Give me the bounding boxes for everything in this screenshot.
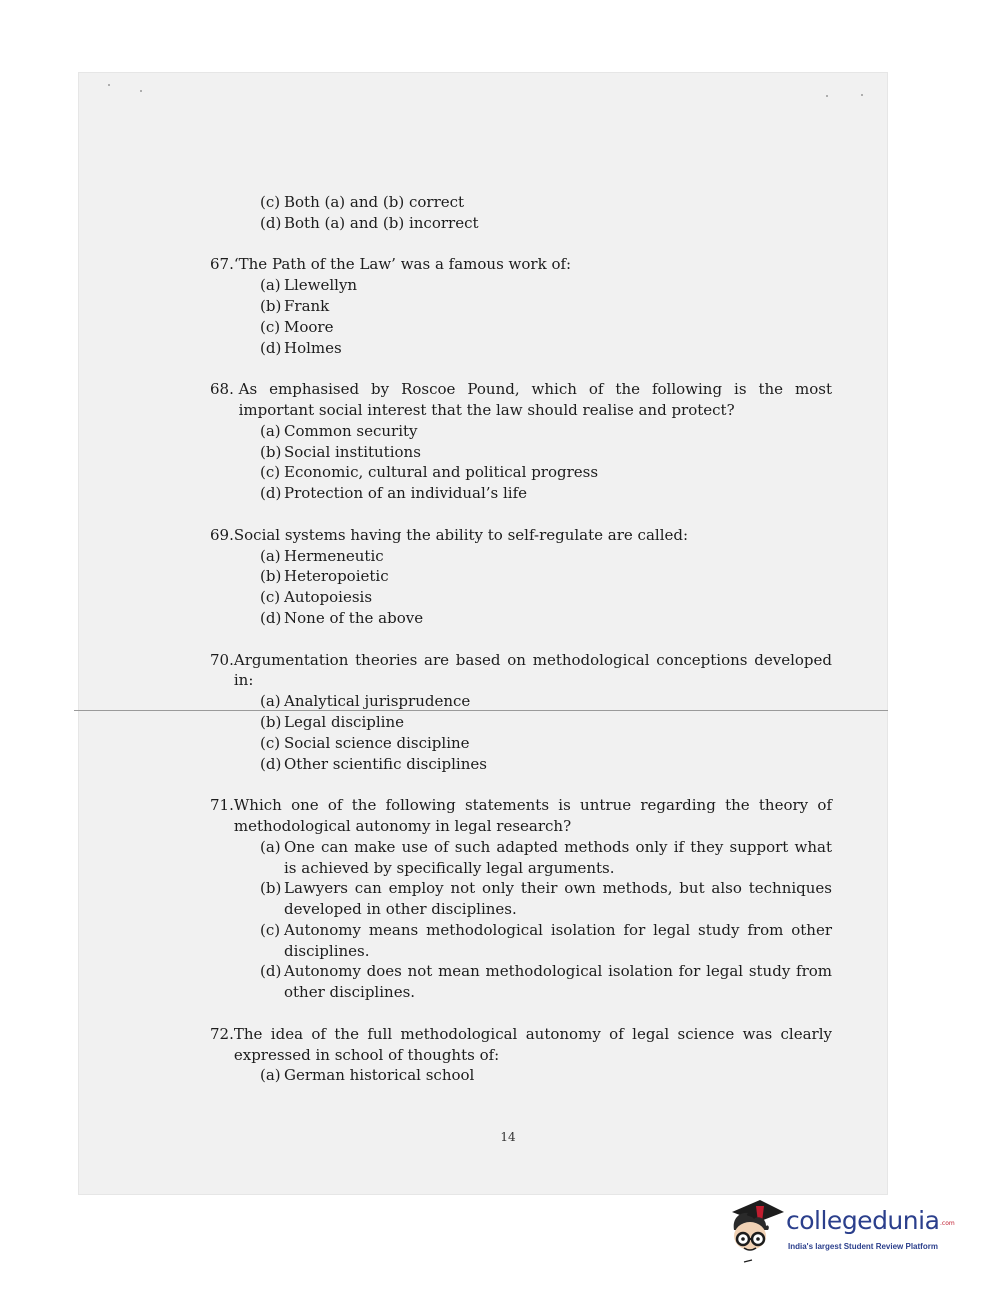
page-number: 14 bbox=[500, 1130, 516, 1144]
question-number: 69. bbox=[210, 525, 234, 544]
question-number: 71. bbox=[210, 796, 234, 815]
collegedunia-logo bbox=[726, 1196, 956, 1268]
option-text: Both (a) and (b) correct bbox=[284, 193, 465, 211]
question-number: 68. bbox=[210, 380, 239, 399]
scan-speck bbox=[140, 90, 142, 92]
option-text: Common security bbox=[284, 421, 418, 440]
option-label: (a) bbox=[260, 692, 281, 711]
answer-options bbox=[210, 275, 832, 358]
option-text: Autopoiesis bbox=[284, 588, 373, 607]
answer-option bbox=[260, 587, 832, 608]
continued-options bbox=[210, 192, 832, 234]
graduate-mascot-icon bbox=[726, 1196, 786, 1264]
option-text: Other scientific disciplines bbox=[284, 754, 487, 773]
answer-option bbox=[260, 213, 832, 234]
option-label: (a) bbox=[260, 421, 281, 440]
option-text: None of the above bbox=[284, 608, 424, 627]
scan-speck bbox=[826, 95, 828, 97]
option-label: (c) bbox=[260, 733, 281, 752]
option-text: Hermeneutic bbox=[284, 546, 384, 565]
question-block bbox=[210, 650, 832, 775]
question-block bbox=[210, 525, 832, 629]
option-label: (c) bbox=[260, 463, 281, 482]
option-label: (a) bbox=[260, 546, 281, 565]
question-number: 72. bbox=[210, 1024, 234, 1043]
answer-option bbox=[260, 338, 832, 359]
question-text: Argumentation theories are based on methodological conceptions developed in: bbox=[233, 650, 832, 690]
question-stem bbox=[210, 650, 832, 692]
option-text: Protection of an individual’s life bbox=[284, 484, 527, 503]
answer-option bbox=[260, 566, 832, 587]
option-label: (d) bbox=[260, 608, 282, 627]
question-block bbox=[210, 254, 832, 358]
answer-option bbox=[260, 442, 832, 463]
answer-option bbox=[260, 421, 832, 442]
logo-domain-suffix: .com bbox=[940, 1220, 955, 1227]
option-text: Holmes bbox=[284, 338, 342, 357]
answer-option bbox=[260, 691, 832, 712]
answer-options bbox=[210, 691, 832, 774]
option-label: (b) bbox=[260, 567, 282, 586]
question-block bbox=[210, 1024, 832, 1086]
question-stem bbox=[210, 525, 832, 546]
option-text: Lawyers can employ not only their own methods, but also techniques developed in other disciplines. bbox=[284, 879, 832, 919]
answer-option bbox=[260, 733, 832, 754]
answer-option bbox=[260, 920, 832, 962]
question-stem bbox=[210, 1024, 832, 1066]
logo-wordmark: collegedunia bbox=[786, 1206, 940, 1235]
question-text: Social systems having the ability to self-regulate are called: bbox=[233, 525, 689, 544]
question-text: As emphasised by Roscoe Pound, which of the following is the most important social interest that the law should realise and protect? bbox=[238, 380, 832, 419]
answer-options bbox=[210, 421, 832, 504]
option-text: Heteropoietic bbox=[284, 567, 389, 586]
option-text: Moore bbox=[284, 317, 334, 336]
answer-option bbox=[260, 961, 832, 1003]
option-text: Autonomy does not mean methodological isolation for legal study from other disciplines. bbox=[284, 962, 832, 1002]
option-text: One can make use of such adapted methods only if they support what is achieved by specifically legal arguments. bbox=[284, 837, 832, 877]
answer-option bbox=[260, 462, 832, 483]
question-number: 70. bbox=[210, 650, 234, 669]
answer-options bbox=[210, 1065, 832, 1086]
answer-options bbox=[210, 837, 832, 1003]
option-text: Social science discipline bbox=[284, 733, 470, 752]
logo-tagline: India's largest Student Review Platform bbox=[788, 1242, 938, 1251]
option-label: (c) bbox=[260, 317, 281, 336]
scan-speck bbox=[861, 94, 863, 96]
answer-option bbox=[260, 608, 832, 629]
question-text: Which one of the following statements is untrue regarding the theory of methodological autonomy in legal research? bbox=[233, 796, 832, 835]
option-text: Llewellyn bbox=[284, 276, 358, 295]
question-block bbox=[210, 795, 832, 1003]
answer-options bbox=[210, 546, 832, 629]
option-label: (d) bbox=[260, 962, 282, 981]
option-text: Legal discipline bbox=[284, 712, 404, 731]
option-label: (d) bbox=[260, 484, 282, 503]
question-number: 67. bbox=[210, 255, 234, 274]
option-label: (a) bbox=[260, 276, 281, 295]
option-label: (b) bbox=[260, 712, 282, 731]
scan-speck bbox=[108, 84, 110, 86]
answer-option bbox=[260, 837, 832, 879]
option-label: (c) bbox=[260, 920, 281, 939]
option-label: (d) bbox=[260, 338, 282, 357]
answer-option bbox=[260, 275, 832, 296]
option-text: Frank bbox=[284, 296, 330, 315]
option-text: Analytical jurisprudence bbox=[284, 692, 471, 711]
option-text: Economic, cultural and political progress bbox=[284, 463, 599, 482]
option-text: Both (a) and (b) incorrect bbox=[284, 213, 479, 232]
answer-option bbox=[260, 1065, 832, 1086]
option-label: (a) bbox=[260, 837, 281, 856]
answer-option bbox=[260, 878, 832, 920]
option-label: (c) bbox=[260, 588, 281, 607]
question-text: The idea of the full methodological autonomy of legal science was clearly expressed in school of thoughts of: bbox=[233, 1024, 832, 1064]
option-text: German historical school bbox=[284, 1066, 475, 1085]
option-label: (b) bbox=[260, 296, 282, 315]
question-list bbox=[210, 254, 832, 1086]
option-label: (d) bbox=[260, 754, 282, 773]
question-stem bbox=[210, 254, 832, 275]
option-label: (b) bbox=[260, 442, 282, 461]
option-label: (b) bbox=[260, 879, 282, 898]
answer-option bbox=[260, 192, 832, 213]
option-text: Social institutions bbox=[284, 442, 421, 461]
answer-option bbox=[260, 754, 832, 775]
question-stem bbox=[210, 795, 832, 837]
answer-option bbox=[260, 317, 832, 338]
option-label: (a) bbox=[260, 1066, 281, 1085]
option-text: Autonomy means methodological isolation for legal study from other disciplines. bbox=[284, 920, 832, 960]
question-stem bbox=[210, 379, 832, 421]
answer-option bbox=[260, 712, 832, 733]
question-content bbox=[210, 192, 832, 1086]
answer-option bbox=[260, 546, 832, 567]
option-label: (d) bbox=[260, 213, 282, 232]
option-label: (c) bbox=[260, 193, 281, 211]
answer-option bbox=[260, 296, 832, 317]
answer-option bbox=[260, 483, 832, 504]
question-block bbox=[210, 379, 832, 504]
question-text: ‘The Path of the Law’ was a famous work of: bbox=[233, 255, 572, 274]
